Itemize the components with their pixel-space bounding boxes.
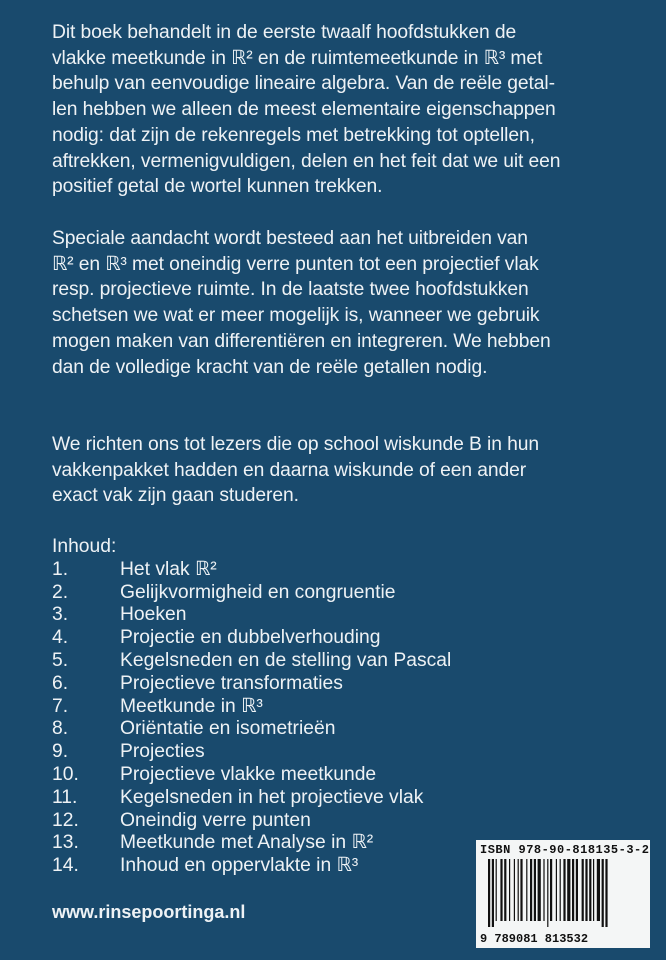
barcode-bar xyxy=(530,859,532,921)
toc-item-number: 13. xyxy=(52,832,79,854)
intro-paragraph-1 xyxy=(52,20,560,200)
barcode-bar xyxy=(556,859,557,921)
barcode-bar xyxy=(585,859,587,921)
barcode-bar xyxy=(518,859,519,921)
barcode-bar xyxy=(543,859,544,921)
text-line: len hebben we alleen de meest elementaire eigenschappen xyxy=(52,99,556,121)
toc-heading: Inhoud: xyxy=(52,536,117,557)
toc-item-number: 12. xyxy=(52,809,79,831)
barcode-bar xyxy=(597,859,600,921)
toc-item xyxy=(52,650,451,673)
text-line: mogen maken van differentiëren en integreren. We hebben xyxy=(52,330,551,352)
toc-item-number: 11. xyxy=(52,786,78,808)
text-line: vakkenpakket hadden en daarna wiskunde of een ander xyxy=(52,459,527,481)
toc-item-number: 6. xyxy=(52,672,69,694)
table-of-contents xyxy=(52,536,451,878)
barcode-bar xyxy=(572,859,574,921)
barcode-bar xyxy=(514,859,515,921)
toc-item xyxy=(52,604,451,627)
toc-item-title: Oriëntatie en isometrieën xyxy=(120,718,336,740)
barcode-bar xyxy=(520,859,522,921)
website-url: www.rinsepoortinga.nl xyxy=(52,902,246,922)
intro-paragraph-3 xyxy=(52,432,539,509)
toc-item xyxy=(52,741,451,764)
toc-item xyxy=(52,764,451,787)
toc-item xyxy=(52,855,451,878)
text-line: exact vak zijn gaan studeren. xyxy=(52,485,299,507)
text-line: Dit boek behandelt in de eerste twaalf hoofdstukken de xyxy=(52,22,517,43)
barcode-bar xyxy=(560,859,561,921)
toc-item xyxy=(52,718,451,741)
toc-item xyxy=(52,696,451,719)
text-line: Speciale aandacht wordt besteed aan het uitbreiden van xyxy=(52,228,528,249)
text-line: dan de volledige kracht van de reële getallen nodig. xyxy=(52,356,488,378)
toc-item-title: Meetkunde met Analyse in ℝ² xyxy=(120,832,374,854)
toc-item-number: 14. xyxy=(52,855,79,877)
toc-item-number: 4. xyxy=(52,627,69,649)
isbn-barcode xyxy=(476,840,650,948)
text-line: schetsen we wat er meer mogelijk is, wanneer we gebruik xyxy=(52,305,540,327)
toc-item xyxy=(52,673,451,696)
barcode-bar xyxy=(492,859,494,927)
barcode-bar xyxy=(563,859,565,921)
barcode-bar xyxy=(567,859,570,921)
barcode-bar xyxy=(582,859,584,921)
barcode-bar xyxy=(547,859,548,927)
barcode-bar xyxy=(589,859,591,921)
toc-item-title: Kegelsneden en de stelling van Pascal xyxy=(120,649,452,671)
toc-item xyxy=(52,627,451,650)
toc-item-title: Projecties xyxy=(120,741,205,763)
text-line: behulp van eenvoudige lineaire algebra. Van de reële getal- xyxy=(52,73,555,95)
toc-item-title: Projectieve transformaties xyxy=(120,672,343,694)
isbn-label: ISBN 978-90-818135-3-2 xyxy=(480,843,650,857)
barcode-bar xyxy=(593,859,594,921)
barcode-bar xyxy=(509,859,510,921)
toc-item-number: 2. xyxy=(52,581,69,603)
toc-item xyxy=(52,832,451,855)
barcode-bar xyxy=(550,859,552,921)
barcode-bar xyxy=(534,859,536,921)
toc-item-title: Het vlak ℝ² xyxy=(120,558,217,580)
barcode-bar xyxy=(605,859,607,927)
toc-item-title: Kegelsneden in het projectieve vlak xyxy=(120,786,424,808)
toc-item-title: Projectieve vlakke meetkunde xyxy=(120,763,377,785)
barcode-bar xyxy=(526,859,527,921)
toc-item-title: Oneindig verre punten xyxy=(120,809,311,831)
toc-item xyxy=(52,787,451,810)
toc-item-title: Projectie en dubbelverhouding xyxy=(120,627,381,649)
toc-item-number: 5. xyxy=(52,649,69,671)
text-line: positief getal de wortel kunnen trekken. xyxy=(52,176,383,198)
barcode-bar xyxy=(538,859,541,921)
barcode-bar xyxy=(576,859,578,921)
toc-item xyxy=(52,559,451,582)
toc-item-number: 1. xyxy=(52,558,69,580)
toc-item-number: 7. xyxy=(52,695,69,717)
text-line: vlakke meetkunde in ℝ² en de ruimtemeetkunde in ℝ³ met xyxy=(52,47,543,69)
toc-item-number: 3. xyxy=(52,604,69,626)
toc-item-title: Hoeken xyxy=(120,604,187,626)
text-line: resp. projectieve ruimte. In de laatste twee hoofdstukken xyxy=(52,279,529,301)
toc-item-number: 8. xyxy=(52,718,69,740)
barcode-bar xyxy=(488,859,490,927)
barcode-bar xyxy=(602,859,604,927)
toc-item-number: 9. xyxy=(52,741,69,763)
toc-item-number: 10. xyxy=(52,763,79,785)
toc-item-title: Inhoud en oppervlakte in ℝ³ xyxy=(120,855,359,877)
barcode-bar xyxy=(496,859,497,921)
toc-item xyxy=(52,810,451,833)
barcode-bar xyxy=(500,859,502,921)
barcode-bars xyxy=(486,859,636,927)
barcode-bar xyxy=(504,859,506,921)
text-line: nodig: dat zijn de rekenregels met betrekking tot optellen, xyxy=(52,124,535,146)
toc-item-title: Gelijkvormigheid en congruentie xyxy=(120,581,396,603)
text-line: aftrekken, vermenigvuldigen, delen en het feit dat we uit een xyxy=(52,150,561,172)
barcode-digits: 9 789081 813532 xyxy=(480,932,589,946)
text-line: ℝ² en ℝ³ met oneindig verre punten tot een projectief vlak xyxy=(52,253,539,275)
toc-item-title: Meetkunde in ℝ³ xyxy=(120,695,263,717)
intro-paragraph-2 xyxy=(52,226,551,380)
toc-item xyxy=(52,582,451,605)
text-line: We richten ons tot lezers die op school wiskunde B in hun xyxy=(52,434,539,455)
